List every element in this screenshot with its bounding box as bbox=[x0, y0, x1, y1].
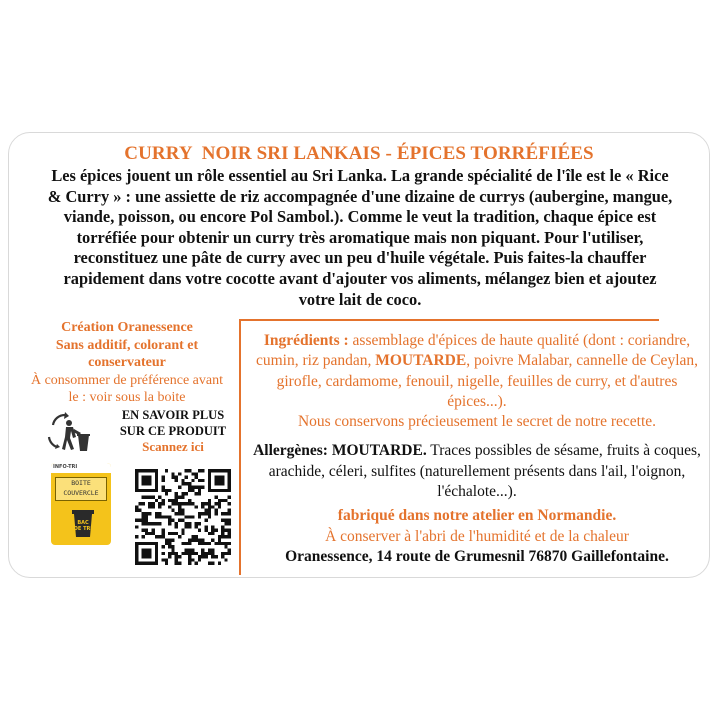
left-column bbox=[29, 319, 227, 532]
storage-advice: À conserver à l'abri de l'humidité et de la chaleur bbox=[325, 527, 629, 545]
horizontal-divider bbox=[241, 319, 659, 321]
secret-recipe-note: Nous conservons précieusement le secret de notre recette. bbox=[297, 413, 657, 431]
svg-text:BAC: BAC bbox=[77, 520, 89, 526]
ingredients-text-2: , poivre Malabar, cannelle de Ceylan, girofle, cardamome, fenouil, nigelle, feuilles de curry, et d'autres épices...). bbox=[276, 352, 698, 410]
ingredients-allergen: MOUTARDE bbox=[375, 352, 467, 370]
product-description: Les épices jouent un rôle essentiel au Sri Lanka. La grande spécialité de l'île est le « Rice & Curry » : une assiette de riz accompagnée d'une dizaine de currys (aubergine, mangue, viande, poisson, ou encore Pol Sambol.). Comme le veut la tradition, chaque épice est torréfiée pour obtenir un curry très aromatique mais non piquant. Pour l'utiliser, reconstituez une pâte de curry avec un peu d'huile végétale. Puis faites-la chauffer rapidement dans votre cocotte avant d'ajouter vos aliments, mélangez bien et ajoutez votre lait de coco. bbox=[47, 166, 673, 309]
svg-text:DE TRI: DE TRI bbox=[73, 526, 93, 532]
best-before-note: À consommer de préférence avant le : voir sous la boite bbox=[30, 372, 223, 405]
allergens-text: Traces possibles de sésame, fruits à coques, arachide, céleri, sulfites (naturellement présents dans l'ail, l'oignon, l'échalote...). bbox=[268, 442, 701, 501]
right-column bbox=[253, 331, 701, 567]
ingredients-text-1: assemblage d'épices de haute qualité (dont : coriandre, cumin, riz pandan, bbox=[255, 332, 691, 370]
product-title: CURRY NOIR SRI LANKAIS - ÉPICES TORRÉFIÉES bbox=[124, 143, 594, 164]
box-and-lid-label: BOITE COUVERCLE bbox=[55, 477, 107, 501]
more-info-block bbox=[111, 407, 235, 455]
allergens-label: Allergènes: MOUTARDE. bbox=[253, 442, 427, 460]
product-label bbox=[8, 132, 710, 578]
sorting-bin-icon bbox=[71, 507, 95, 539]
more-info-line1: EN SAVOIR PLUS bbox=[121, 408, 225, 422]
triman-icon bbox=[43, 411, 91, 453]
ingredients-label: Ingrédients : bbox=[263, 332, 349, 349]
company-address: Oranessence, 14 route de Grumesnil 76870 Gaillefontaine. bbox=[285, 547, 669, 565]
scan-here-label: Scannez ici bbox=[142, 439, 204, 454]
ingredients-paragraph bbox=[253, 331, 701, 412]
vertical-divider bbox=[239, 319, 241, 575]
creation-brand: Création Oranessence bbox=[61, 320, 193, 335]
made-in-normandy: fabriqué dans notre atelier en Normandie. bbox=[337, 507, 617, 525]
allergens-paragraph bbox=[253, 441, 701, 502]
more-info-line2: SUR CE PRODUIT bbox=[119, 424, 227, 438]
additives-statement: Sans additif, colorant et conservateur bbox=[55, 337, 199, 370]
sorting-info-card bbox=[51, 463, 111, 545]
qr-code[interactable] bbox=[135, 469, 231, 565]
sorting-header-text: INFO-TRI bbox=[53, 464, 78, 470]
